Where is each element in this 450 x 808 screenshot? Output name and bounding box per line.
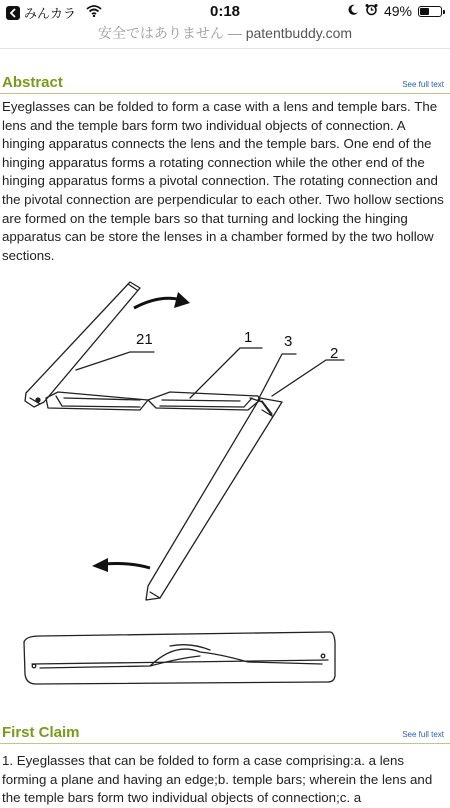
status-time: 0:18 bbox=[209, 3, 241, 20]
toolbar-divider bbox=[0, 48, 450, 49]
abstract-see-full-link[interactable]: See full text bbox=[402, 80, 444, 89]
battery-percent: 49% bbox=[383, 3, 412, 19]
battery-icon bbox=[418, 6, 442, 17]
figure-label-21: 21 bbox=[136, 331, 153, 348]
first-claim-title: First Claim bbox=[2, 724, 80, 741]
figure-label-3: 3 bbox=[284, 333, 293, 350]
figure-label-1: 1 bbox=[244, 329, 253, 346]
address-bar[interactable] bbox=[0, 23, 450, 43]
security-warning: 安全ではありません — bbox=[97, 25, 246, 41]
abstract-title: Abstract bbox=[2, 74, 63, 91]
status-bar bbox=[0, 0, 450, 24]
section-divider bbox=[0, 93, 450, 94]
patent-drawing bbox=[0, 270, 450, 710]
moon-icon bbox=[347, 3, 359, 19]
section-divider bbox=[0, 743, 450, 744]
claim-header bbox=[0, 724, 450, 744]
first-claim-text: 1. Eyeglasses that can be folded to form a case comprising:a. a lens forming a plane and having an edge;b. temple bars; wherein the lens and the temple bars form two individual objects of connection;c. a bbox=[2, 753, 433, 806]
url-domain: patentbuddy.com bbox=[245, 25, 353, 41]
claim-see-full-link[interactable]: See full text bbox=[402, 730, 444, 739]
abstract-header bbox=[0, 74, 450, 94]
abstract-text: Eyeglasses can be folded to form a case with a lens and temple bars. The lens and the temple bars form two individual objects of connection. A hinging apparatus connects the lens and the temple bars. One end of the hinging apparatus forms a rotating connection while the other end of the hinging apparatus forms a pivotal connection. The rotating connection and the pivotal connection are perpendicular to each other. Two hollow sections are formed on the temple bars so that turning and locking the hinging apparatus can be store the lenses in a chamber formed by the two hollow sections. bbox=[2, 99, 444, 263]
figure-label-2: 2 bbox=[330, 345, 339, 362]
alarm-icon bbox=[365, 3, 378, 19]
back-app-label: みんカラ bbox=[24, 6, 77, 21]
